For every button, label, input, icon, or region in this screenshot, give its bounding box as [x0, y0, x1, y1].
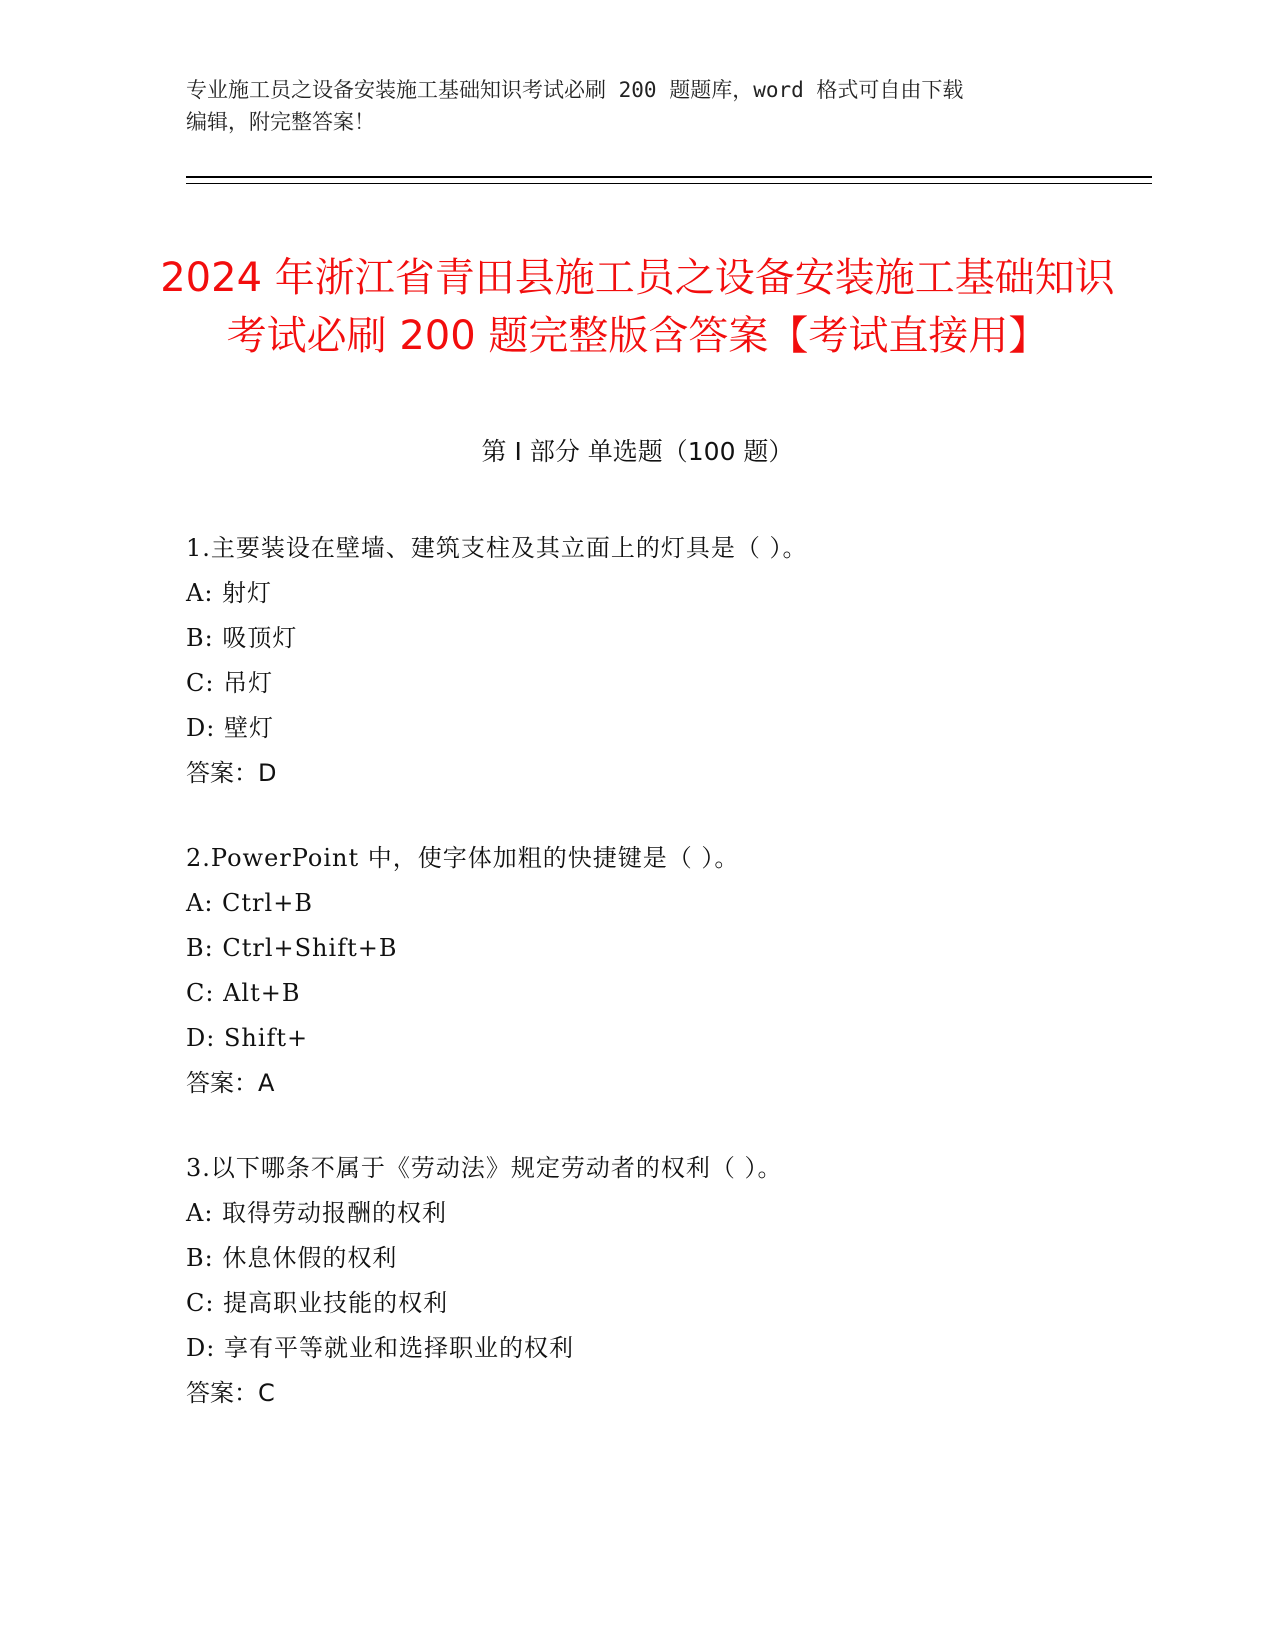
option-d: D: 壁灯 — [186, 714, 274, 742]
option-c: C: Alt+B — [186, 979, 301, 1007]
option-c: C: 吊灯 — [186, 669, 274, 697]
option-b: B: 吸顶灯 — [186, 624, 298, 652]
option-a: A: Ctrl+B — [186, 889, 313, 917]
answer: 答案：D — [186, 759, 277, 787]
option-b: B: 休息休假的权利 — [186, 1244, 398, 1272]
option-c: C: 提高职业技能的权利 — [186, 1289, 449, 1317]
header-note-line-1: 专业施工员之设备安装施工基础知识考试必刷 200 题题库，word 格式可自由下载 — [186, 78, 964, 102]
header-note — [186, 74, 1086, 138]
option-b: B: Ctrl+Shift+B — [186, 934, 398, 962]
header-divider-thin — [186, 183, 1152, 184]
document-title: 2024 年浙江省青田县施工员之设备安装施工基础知识考试必刷 200 题完整版含答案【考试直接用】 — [160, 254, 1115, 359]
header-note-line-2: 编辑，附完整答案！ — [186, 110, 375, 134]
option-a: A: 射灯 — [186, 579, 273, 607]
question-stem: 3.以下哪条不属于《劳动法》规定劳动者的权利（ ）。 — [186, 1154, 783, 1182]
header-divider-thick — [186, 176, 1152, 178]
question-stem: 1.主要装设在壁墙、建筑支柱及其立面上的灯具是（ ）。 — [186, 534, 808, 562]
question-2 — [186, 836, 1146, 1106]
option-d: D: 享有平等就业和选择职业的权利 — [186, 1334, 574, 1362]
question-list — [186, 526, 1146, 1456]
option-a: A: 取得劳动报酬的权利 — [186, 1199, 448, 1227]
answer: 答案：C — [186, 1379, 275, 1407]
question-3 — [186, 1146, 1146, 1416]
option-d: D: Shift+ — [186, 1024, 309, 1052]
section-heading: 第 I 部分 单选题（100 题） — [481, 437, 794, 466]
question-stem: 2.PowerPoint 中，使字体加粗的快捷键是（ ）。 — [186, 844, 740, 872]
question-1 — [186, 526, 1146, 796]
answer: 答案：A — [186, 1069, 275, 1097]
